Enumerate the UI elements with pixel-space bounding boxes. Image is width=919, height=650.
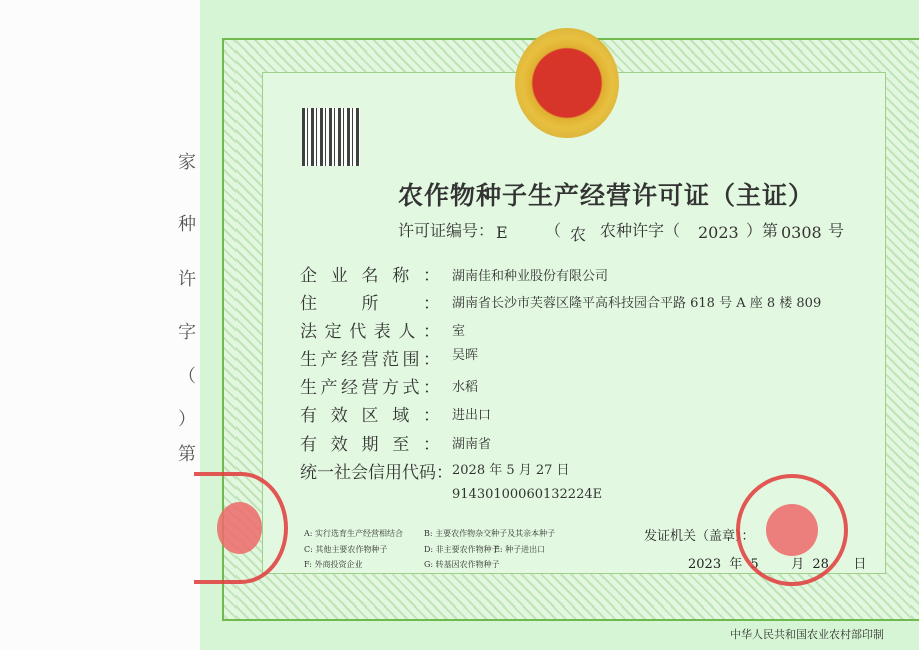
label-char: ： xyxy=(423,350,440,370)
month-char: 月 xyxy=(791,557,805,572)
label-char: ： xyxy=(423,406,440,426)
label-char: 定 xyxy=(324,322,342,342)
field-label xyxy=(300,401,440,426)
field-value: 水稻 xyxy=(452,380,479,395)
label-char: 产 xyxy=(320,350,338,370)
printer-text: 中华人民共和国农业农村部印制 xyxy=(730,628,884,641)
note: D: 非主要农作物种子 xyxy=(424,545,500,554)
note: E: 种子进出口 xyxy=(494,545,546,554)
page-char: 字 xyxy=(178,322,196,343)
label-char: 产 xyxy=(320,378,338,398)
page-char: ） xyxy=(178,409,196,430)
label-char: 统 xyxy=(300,463,317,483)
label-char: 效 xyxy=(330,435,348,455)
field-value: 2028 年 5 月 27 日 xyxy=(452,463,570,478)
label-char: 表 xyxy=(373,322,391,342)
license-serial: 0308 xyxy=(781,223,822,242)
label-char: 住 xyxy=(300,294,317,314)
label-char: 所 xyxy=(361,294,379,314)
label-char: 有 xyxy=(300,406,317,426)
field-value: 湖南省长沙市芙蓉区隆平高科技园合平路 618 号 A 座 8 楼 809 xyxy=(452,296,822,311)
field-value: 室 xyxy=(452,324,466,339)
label-char: 社 xyxy=(334,463,351,483)
license-close: ）第 xyxy=(746,221,779,240)
license-type: 农种许字（ xyxy=(600,221,681,240)
label-char: 代 xyxy=(349,322,367,342)
label-char: 法 xyxy=(300,322,317,342)
label-char: 域 xyxy=(392,406,410,426)
issue-day: 28 xyxy=(812,557,829,572)
note: G: 转基因农作物种子 xyxy=(424,560,500,569)
issue-month: 5 xyxy=(750,557,759,572)
label-char: 区 xyxy=(361,406,379,426)
license-suffix: 号 xyxy=(828,221,845,240)
label-char: 营 xyxy=(361,350,379,370)
label-char: ： xyxy=(423,266,440,286)
seal-emblem xyxy=(217,502,262,554)
page-char: （ xyxy=(178,366,196,387)
issue-year: 2023 xyxy=(688,557,722,572)
page-char: 许 xyxy=(178,269,196,290)
field-value: 进出口 xyxy=(452,408,492,423)
national-emblem xyxy=(515,28,619,138)
credit-code-value: 91430100060132224E xyxy=(452,487,603,502)
label-char: 一 xyxy=(317,463,334,483)
note: B: 主要农作物杂交种子及其亲本种子 xyxy=(424,529,556,538)
label-char: 代 xyxy=(402,463,419,483)
page-char: 种 xyxy=(178,214,196,235)
label-char: 有 xyxy=(300,435,317,455)
field-label xyxy=(300,458,453,483)
certificate-title: 农作物种子生产经营许可证（主证） xyxy=(398,181,815,210)
page-char: 家 xyxy=(178,152,196,173)
official-seal xyxy=(736,474,848,586)
label-char: 名 xyxy=(361,266,379,286)
label-char: ： xyxy=(422,322,440,342)
label-char: ： xyxy=(423,294,440,314)
year-char: 年 xyxy=(729,557,743,572)
partial-seal xyxy=(194,472,288,584)
seal-emblem xyxy=(766,504,818,556)
license-prefix: E xyxy=(496,223,508,242)
field-label xyxy=(300,261,440,286)
label-char: 营 xyxy=(361,378,379,398)
field-value: 湖南省 xyxy=(452,437,492,452)
note: F: 外商投资企业 xyxy=(304,560,363,569)
adjacent-page xyxy=(0,0,200,650)
page-char: 第 xyxy=(178,444,196,465)
label-char: 经 xyxy=(341,378,358,398)
field-label xyxy=(300,289,440,314)
issuer-label: 发证机关（盖章）： xyxy=(644,529,755,544)
label-char: 业 xyxy=(330,266,348,286)
label-char: 方 xyxy=(382,378,399,398)
license-year: 2023 xyxy=(698,223,739,242)
field-label xyxy=(300,345,440,370)
label-char: 经 xyxy=(341,350,358,370)
qr-code xyxy=(302,108,360,166)
paren: （ xyxy=(545,221,562,240)
label-char: 会 xyxy=(351,463,368,483)
field-value: 吴晖 xyxy=(452,348,479,363)
field-label xyxy=(300,373,440,398)
label-char: 人 xyxy=(398,322,416,342)
label-char: 用 xyxy=(385,463,402,483)
field-value: 湖南佳和种业股份有限公司 xyxy=(452,269,609,284)
label-char: ： xyxy=(423,435,440,455)
label-char: 称 xyxy=(392,266,410,286)
note: C: 其他主要农作物种子 xyxy=(304,545,388,554)
license-number-label: 许可证编号： xyxy=(398,221,495,240)
label-char: 期 xyxy=(361,435,379,455)
field-label xyxy=(300,430,440,455)
label-char: 式 xyxy=(402,378,420,398)
label-char: 生 xyxy=(300,378,317,398)
label-char: 效 xyxy=(330,406,348,426)
label-char: ： xyxy=(423,378,440,398)
license-agency: 农 xyxy=(570,225,587,244)
label-char: 范 xyxy=(382,350,399,370)
label-char: 码 xyxy=(419,463,436,483)
field-label xyxy=(300,317,440,342)
day-char: 日 xyxy=(853,557,867,572)
label-char: 生 xyxy=(300,350,317,370)
label-char: 信 xyxy=(368,463,385,483)
label-char: 围 xyxy=(402,350,420,370)
label-char: 企 xyxy=(300,266,317,286)
note: A: 实行选育生产经营相结合 xyxy=(304,529,404,538)
label-char: ： xyxy=(436,463,453,483)
label-char: 至 xyxy=(392,435,410,455)
